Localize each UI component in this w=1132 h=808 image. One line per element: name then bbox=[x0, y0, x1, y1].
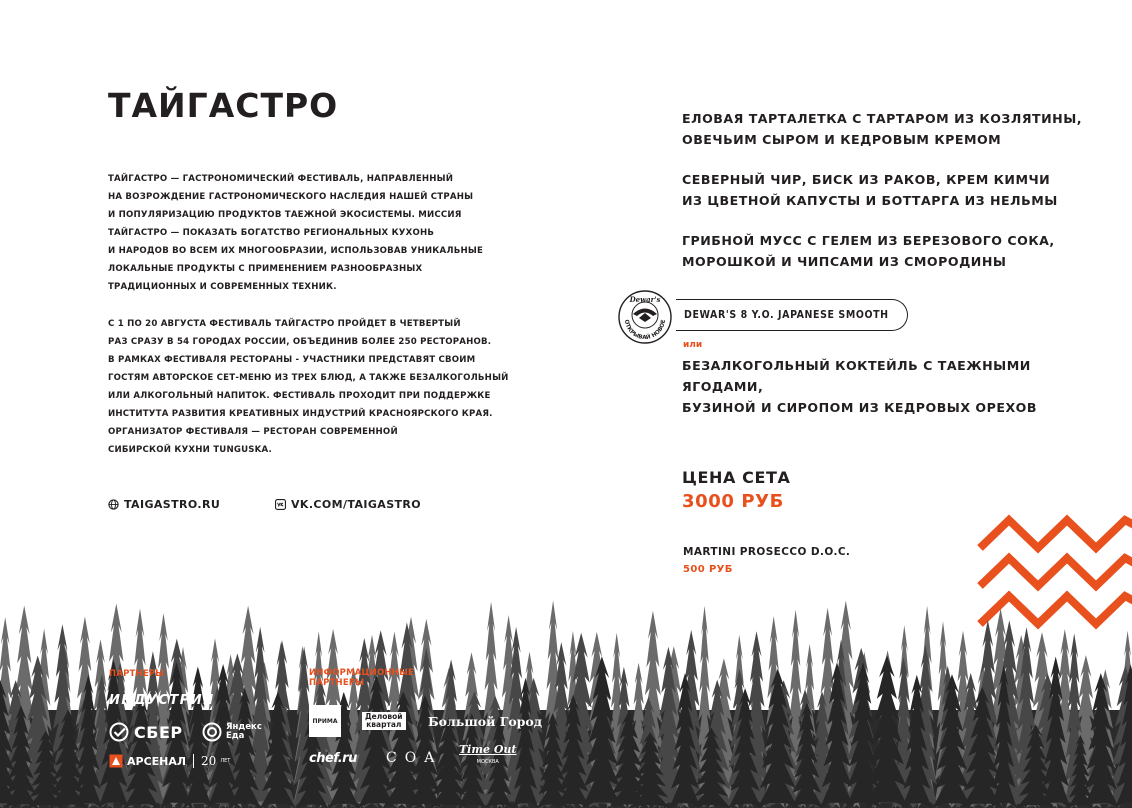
festival-description bbox=[108, 170, 528, 478]
arsenal-logo bbox=[109, 754, 230, 768]
set-price-value: 3000 РУБ bbox=[682, 491, 784, 512]
info-partners-label-line-2: ПАРТНЕРЫ bbox=[309, 678, 365, 688]
dish-1 bbox=[682, 108, 1102, 150]
sber-logo bbox=[109, 722, 183, 742]
dish-2-line-1: СЕВЕРНЫЙ ЧИР, БИСК ИЗ РАКОВ, КРЕМ КИМЧИ bbox=[682, 172, 1051, 187]
alcohol-drink: DEWAR'S 8 Y.O. JAPANESE SMOOTH bbox=[684, 309, 889, 321]
dish-3-line-1: ГРИБНОЙ МУСС С ГЕЛЕМ ИЗ БЕРЕЗОВОГО СОКА, bbox=[682, 233, 1055, 248]
description-p1-line-2: НА ВОЗРОЖДЕНИЕ ГАСТРОНОМИЧЕСКОГО НАСЛЕДИЯ НАШЕЙ СТРАНЫ bbox=[108, 192, 474, 202]
chef-ru-logo: chef.ru bbox=[309, 751, 357, 766]
description-p2-line-8: СИБИРСКОЙ КУХНИ TUNGUSKA. bbox=[108, 445, 273, 455]
vk-link[interactable] bbox=[275, 498, 421, 511]
description-paragraph-1 bbox=[108, 170, 528, 296]
delovoy-kvartal-logo bbox=[362, 712, 406, 730]
delovoy-line-2: квартал bbox=[366, 720, 402, 729]
dish-1-line-2: ОВЕЧЬИМ СЫРОМ И КЕДРОВЫМ КРЕМОМ bbox=[682, 132, 1002, 147]
description-p1-line-4: ТАЙГАСТРО — ПОКАЗАТЬ БОГАТСТВО РЕГИОНАЛЬНЫХ КУХОНЬ bbox=[108, 228, 435, 238]
festival-title: ТАЙГАСТРО bbox=[108, 86, 339, 125]
info-partners-label-line-1: ИНФОРМАЦИОННЫЕ bbox=[309, 668, 415, 678]
delovoy-line-1: Деловой bbox=[365, 712, 403, 721]
non-alc-line-2: БУЗИНОЙ И СИРОПОМ ИЗ КЕДРОВЫХ ОРЕХОВ bbox=[682, 400, 1037, 415]
website-link[interactable] bbox=[108, 498, 220, 511]
description-p1-line-5: И НАРОДОВ ВО ВСЕМ ИХ МНОГООБРАЗИИ, ИСПОЛЬЗОВАВ УНИКАЛЬНЫЕ bbox=[108, 246, 484, 256]
vk-link-text: VK.COM/TAIGASTRO bbox=[291, 498, 422, 511]
arsenal-divider bbox=[193, 754, 194, 768]
description-p1-line-3: И ПОПУЛЯРИЗАЦИЮ ПРОДУКТОВ ТАЕЖНОЙ ЭКОСИСТЕМЫ. МИССИЯ bbox=[108, 210, 462, 220]
sber-logo-text: СБЕР bbox=[134, 722, 183, 742]
yandex-eda-line-1: Яндекс bbox=[226, 722, 262, 732]
timeout-logo-text: Time Out bbox=[459, 743, 517, 756]
yandex-eda-icon bbox=[202, 722, 222, 742]
arsenal-icon bbox=[109, 754, 123, 768]
wine-label: MARTINI PROSECCO D.O.C. bbox=[683, 546, 851, 558]
sber-icon bbox=[109, 722, 129, 742]
description-p1-line-1: ТАЙГАСТРО — ГАСТРОНОМИЧЕСКИЙ ФЕСТИВАЛЬ, НАПРАВЛЕННЫЙ bbox=[108, 174, 454, 184]
timeout-city: МОСКВА bbox=[476, 759, 499, 765]
website-link-text: TAIGASTRO.RU bbox=[124, 498, 221, 511]
description-p1-line-7: ТРАДИЦИОННЫХ И СОВРЕМЕННЫХ ТЕХНИК. bbox=[108, 282, 337, 292]
prima-logo-text: ПРИМА bbox=[312, 717, 338, 725]
dewars-badge-logo bbox=[617, 289, 673, 345]
description-p2-line-1: С 1 ПО 20 АВГУСТА ФЕСТИВАЛЬ ТАЙГАСТРО ПРОЙДЕТ В ЧЕТВЕРТЫЙ bbox=[108, 319, 461, 329]
chevron-row-1 bbox=[980, 520, 1132, 548]
description-p2-line-2: РАЗ СРАЗУ В 54 ГОРОДАХ РОССИИ, ОБЪЕДИНИВ БОЛЕЕ 250 РЕСТОРАНОВ. bbox=[108, 337, 492, 347]
timeout-moscow-logo bbox=[459, 744, 517, 768]
industria-logo: ИНДУСТРИЯ bbox=[109, 693, 215, 708]
coa-logo: COA bbox=[386, 750, 443, 766]
description-paragraph-2 bbox=[108, 315, 528, 459]
partners-label: ПАРТНЕРЫ bbox=[109, 669, 165, 679]
dish-1-line-1: ЕЛОВАЯ ТАРТАЛЕТКА С ТАРТАРОМ ИЗ КОЗЛЯТИНЫ, bbox=[682, 111, 1083, 126]
forest-silhouette-image bbox=[0, 560, 1132, 808]
prima-logo bbox=[309, 705, 341, 737]
description-p2-line-6: ИНСТИТУТА РАЗВИТИЯ КРЕАТИВНЫХ ИНДУСТРИЙ КРАСНОЯРСКОГО КРАЯ. bbox=[108, 409, 493, 419]
description-p2-line-5: ИЛИ АЛКОГОЛЬНЫЙ НАПИТОК. ФЕСТИВАЛЬ ПРОХОДИТ ПРИ ПОДДЕРЖКЕ bbox=[108, 391, 491, 401]
description-p2-line-7: ОРГАНИЗАТОР ФЕСТИВАЛЯ — РЕСТОРАН СОВРЕМЕННОЙ bbox=[108, 427, 398, 437]
dewars-ring-text: ОТКРЫВАЙ НОВОЕ bbox=[622, 319, 668, 342]
or-separator: или bbox=[683, 340, 703, 350]
arsenal-years: 20 bbox=[201, 754, 217, 768]
arsenal-logo-text: АРСЕНАЛ bbox=[127, 754, 187, 768]
description-p1-line-6: ЛОКАЛЬНЫЕ ПРОДУКТЫ С ПРИМЕНЕНИЕМ РАЗНООБРАЗНЫХ bbox=[108, 264, 423, 274]
dish-3-line-2: МОРОШКОЙ И ЧИПСАМИ ИЗ СМОРОДИНЫ bbox=[682, 254, 1007, 269]
description-p2-line-3: В РАМКАХ ФЕСТИВАЛЯ РЕСТОРАНЫ - УЧАСТНИКИ ПРЕДСТАВЯТ СВОИМ bbox=[108, 355, 476, 365]
dewars-brand-text: Dewar's bbox=[629, 295, 661, 304]
arsenal-years-word: ЛЕТ bbox=[220, 758, 231, 764]
non-alc-line-1: БЕЗАЛКОГОЛЬНЫЙ КОКТЕЙЛЬ С ТАЕЖНЫМИ ЯГОДАМИ, bbox=[682, 358, 1031, 394]
dish-2 bbox=[682, 169, 1102, 211]
non-alcoholic-drink bbox=[682, 355, 1102, 418]
info-partners-label bbox=[309, 668, 414, 688]
bolshoy-gorod-logo: Большой Город bbox=[428, 714, 543, 729]
globe-icon bbox=[108, 499, 119, 510]
vk-icon bbox=[275, 499, 286, 510]
dish-3 bbox=[682, 230, 1102, 272]
yandex-eda-logo bbox=[202, 722, 262, 742]
wine-price: 500 РУБ bbox=[683, 564, 733, 575]
dish-2-line-2: ИЗ ЦВЕТНОЙ КАПУСТЫ И БОТТАРГА ИЗ НЕЛЬМЫ bbox=[682, 193, 1058, 208]
description-p2-line-4: ГОСТЯМ АВТОРСКОЕ СЕТ-МЕНЮ ИЗ ТРЕХ БЛЮД, А ТАКЖЕ БЕЗАЛКОГОЛЬНЫЙ bbox=[108, 373, 509, 383]
yandex-eda-line-2: Еда bbox=[226, 731, 245, 741]
set-price-label: ЦЕНА СЕТА bbox=[682, 468, 791, 487]
